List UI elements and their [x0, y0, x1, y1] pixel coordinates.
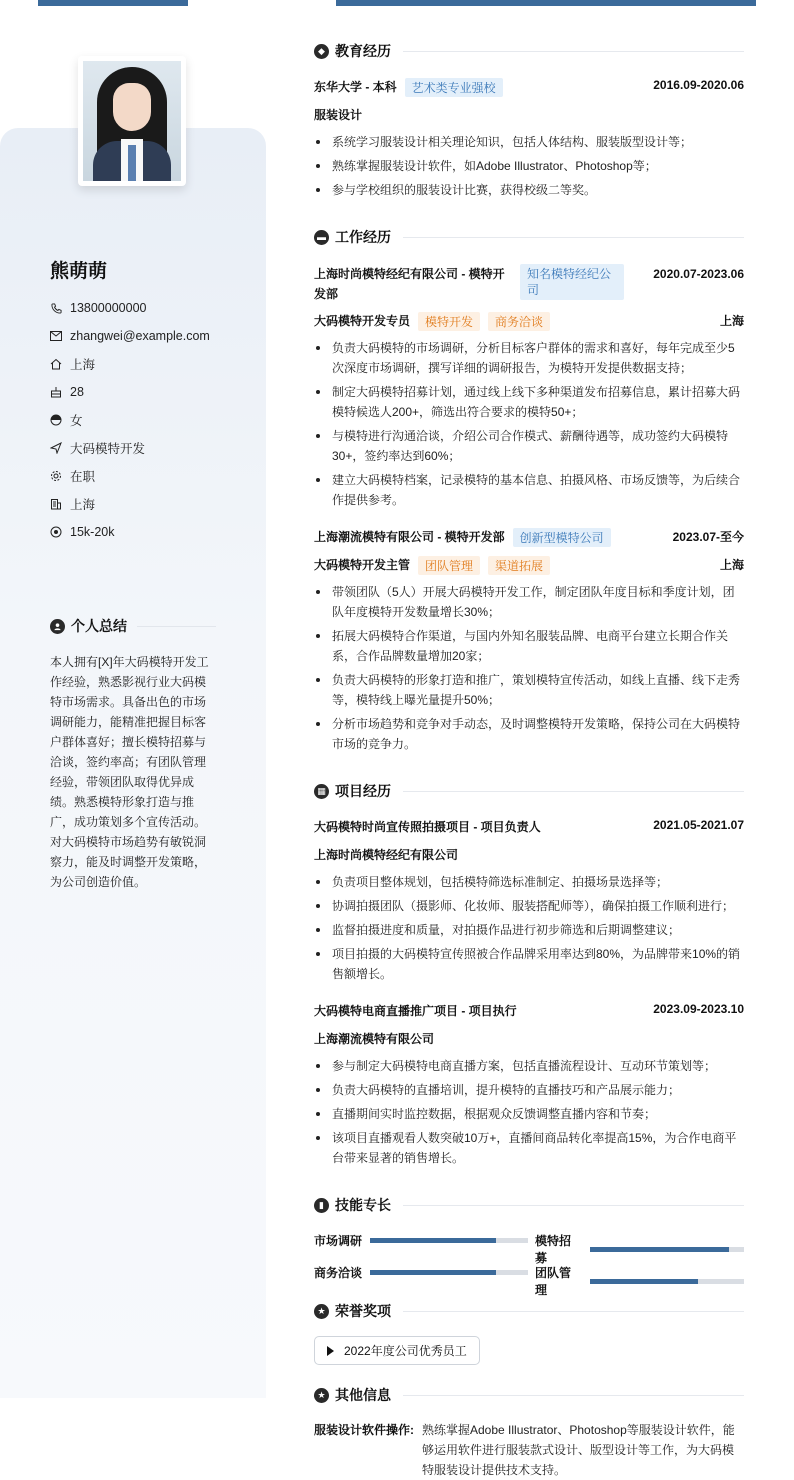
list-item: 负责大码模特的直播培训，提升模特的直播技巧和产品展示能力；: [314, 1080, 744, 1100]
project-1-bullets: [314, 872, 744, 988]
other-heading: ★ 其他信息: [314, 1385, 744, 1405]
play-icon: [327, 1346, 334, 1356]
settings-icon: [50, 470, 62, 482]
age-value: 28: [70, 385, 84, 399]
job-1-header: [314, 264, 744, 304]
info-status: [50, 462, 210, 490]
school-tag: 艺术类专业强校: [405, 78, 503, 97]
job-2-city: 上海: [719, 558, 744, 572]
salary-value: 15k-20k: [70, 525, 115, 539]
list-item: 负责大码模特的市场调研，分析目标客户群体的需求和喜好，每年完成至少5次深度市场调研，撰写详细的调研报告，为模特开发提供数据支持；: [314, 338, 744, 378]
list-item: 制定大码模特招募计划，通过线上线下多种渠道发布招募信息，累计招募大码模特候选人200+，筛选出符合要求的模特50+；: [314, 382, 744, 422]
phone-value[interactable]: 13800000000: [70, 301, 147, 315]
education-bullets: [314, 132, 744, 204]
home-icon: [50, 358, 62, 370]
project-2-company: 上海潮流模特有限公司: [314, 1032, 435, 1046]
target-job-value: 大码模特开发: [70, 442, 146, 456]
list-item: 项目拍摄的大码模特宣传照被合作品牌采用率达到80%，为品牌带来10%的销售额增长。: [314, 944, 744, 984]
project-2-name: 大码模特电商直播推广项目 - 项目执行: [314, 1004, 517, 1018]
gender-icon: [50, 414, 62, 426]
job-1-role-row: [314, 312, 744, 331]
project-1-header: [314, 818, 744, 835]
list-item: 协调拍摄团队（摄影师、化妆师、服装搭配师等），确保拍摄工作顺利进行；: [314, 896, 744, 916]
job-2-role-row: [314, 556, 744, 575]
list-item: 该项目直播观看人数突破10万+，直播间商品转化率提高15%，为合作电商平台带来显著的销售增长。: [314, 1128, 744, 1168]
job-1-city: 上海: [719, 314, 744, 328]
user-icon: [50, 619, 65, 634]
education-heading: ◆ 教育经历: [314, 41, 744, 61]
job-2-role-tag: 团队管理: [418, 556, 480, 575]
mail-icon: [50, 330, 62, 342]
list-item: 与模特进行沟通洽谈，介绍公司合作模式、薪酬待遇等，成功签约大码模特30+，签约率达到60%；: [314, 426, 744, 466]
status-value: 在职: [70, 470, 96, 484]
skill-bar: [370, 1270, 528, 1275]
list-item: 负责项目整体规划，包括模特筛选标准制定、拍摄场景选择等；: [314, 872, 744, 892]
target-icon: [50, 526, 62, 538]
skill-item: 市场调研: [314, 1232, 528, 1249]
job-1-role: 大码模特开发专员: [314, 314, 411, 328]
job-2-date: 2023.07-至今: [672, 530, 744, 544]
work-city-value: 上海: [70, 498, 96, 512]
skills-heading: ▮ 技能专长: [314, 1195, 744, 1215]
top-accent-bar-left: [38, 0, 188, 6]
skill-item: 团队管理: [535, 1264, 744, 1298]
project-2-bullets: [314, 1056, 744, 1172]
job-1-date: 2020.07-2023.06: [653, 267, 744, 281]
job-1-role-tag: 模特开发: [418, 312, 480, 331]
skill-bar: [590, 1279, 744, 1284]
top-accent-bar-right: [336, 0, 756, 6]
other-info-row: [314, 1420, 744, 1480]
email-value[interactable]: zhangwei@example.com: [70, 329, 210, 343]
briefcase-icon: ▬: [314, 230, 329, 245]
skill-item: 模特招募: [535, 1232, 744, 1266]
list-item: 拓展大码模特合作渠道，与国内外知名服装品牌、电商平台建立长期合作关系，合作品牌数量增加20家；: [314, 626, 744, 666]
skill-bar: [370, 1238, 528, 1243]
list-item: 建立大码模特档案，记录模特的基本信息、拍摄风格、市场反馈等，为后续合作提供参考。: [314, 470, 744, 510]
list-item: 参与学校组织的服装设计比赛，获得校级二等奖。: [314, 180, 744, 200]
info-icon: ★: [314, 1388, 329, 1403]
project-1-date: 2021.05-2021.07: [653, 818, 744, 832]
job-1-company-tag: 知名模特经纪公 司: [520, 264, 624, 300]
info-age: [50, 378, 210, 406]
bar-chart-icon: ▮: [314, 1198, 329, 1213]
job-1-bullets: [314, 338, 744, 514]
summary-text: 本人拥有[X]年大码模特开发工作经验，熟悉影视行业大码模特市场需求。具备出色的市场调研能力，能精准把握目标客户群体喜好；擅长模特招募与洽谈，签约率高；有团队管理经验，带领团队取得优异成绩。熟悉模特形象打造与推广，成功策划多个宣传活动。对大码模特市场趋势有敏锐洞察力，能及时调整开发策略，为公司创造价值。: [50, 655, 209, 889]
other-info-value: 熟练掌握Adobe Illustrator、Photoshop等服装设计软件，能够运用软件进行服装款式设计、版型设计等工作，为大码模特服装设计提供技术支持。: [422, 1423, 735, 1477]
other-info-key: 服装设计软件操作:: [314, 1423, 414, 1437]
awards-heading: ★ 荣誉奖项: [314, 1301, 744, 1321]
profile-photo: [78, 56, 186, 186]
skill-bar: [590, 1247, 744, 1252]
contact-info-list: [50, 294, 210, 546]
gender-value: 女: [70, 414, 83, 428]
summary-heading: 个人总结: [50, 616, 216, 636]
location-value: 上海: [70, 358, 96, 372]
info-location: [50, 350, 210, 378]
project-2-header: [314, 1002, 744, 1019]
send-icon: [50, 442, 62, 454]
skill-item: 商务洽谈: [314, 1264, 528, 1281]
job-2-role: 大码模特开发主管: [314, 558, 411, 572]
list-item: 分析市场趋势和竞争对手动态，及时调整模特开发策略，保持公司在大码模特市场的竞争力。: [314, 714, 744, 754]
graduation-cap-icon: ◆: [314, 44, 329, 59]
project-1-company: 上海时尚模特经纪有限公司: [314, 848, 459, 862]
job-1-role-tag: 商务洽谈: [488, 312, 550, 331]
phone-icon: [50, 302, 62, 314]
list-item: 系统学习服装设计相关理论知识，包括人体结构、服装版型设计等；: [314, 132, 744, 152]
school-name: 东华大学 - 本科: [314, 80, 397, 94]
info-email: [50, 322, 210, 350]
building-icon: [50, 498, 62, 510]
candidate-name: 熊萌萌: [50, 261, 108, 282]
project-2-date: 2023.09-2023.10: [653, 1002, 744, 1016]
list-item: 直播期间实时监控数据，根据观众反馈调整直播内容和节奏；: [314, 1104, 744, 1124]
job-2-company: 上海潮流模特有限公司 - 模特开发部: [314, 530, 505, 544]
projects-heading: ▦ 项目经历: [314, 781, 744, 801]
job-2-company-tag: 创新型模特公司: [513, 528, 611, 547]
job-1-company: 上海时尚模特经纪有限公司 - 模特开 发部: [314, 267, 505, 301]
list-item: 监督拍摄进度和质量，对拍摄作品进行初步筛选和后期调整建议；: [314, 920, 744, 940]
list-item: 带领团队（5人）开展大码模特开发工作，制定团队年度目标和季度计划，团队年度模特开发数量增长30%；: [314, 582, 744, 622]
info-salary: [50, 518, 210, 546]
job-2-bullets: [314, 582, 744, 758]
grid-icon: ▦: [314, 784, 329, 799]
info-target-job: [50, 434, 210, 462]
job-2-header: [314, 528, 744, 547]
cake-icon: [50, 386, 62, 398]
education-major: 服装设计: [314, 108, 363, 122]
avatar: [83, 61, 181, 181]
work-heading: ▬ 工作经历: [314, 227, 744, 247]
job-2-role-tag: 渠道拓展: [488, 556, 550, 575]
award-item[interactable]: 2022年度公司优秀员工: [314, 1336, 480, 1365]
project-1-name: 大码模特时尚宣传照拍摄项目 - 项目负责人: [314, 820, 541, 834]
list-item: 负责大码模特的形象打造和推广，策划模特宣传活动，如线上直播、线下走秀等，模特线上曝光量提升50%；: [314, 670, 744, 710]
info-phone: [50, 294, 210, 322]
info-work-city: [50, 490, 210, 518]
education-header: [314, 78, 744, 97]
info-gender: [50, 406, 210, 434]
education-date: 2016.09-2020.06: [653, 78, 744, 92]
list-item: 参与制定大码模特电商直播方案，包括直播流程设计、互动环节策划等；: [314, 1056, 744, 1076]
list-item: 熟练掌握服装设计软件，如Adobe Illustrator、Photoshop等；: [314, 156, 744, 176]
award-icon: ★: [314, 1304, 329, 1319]
